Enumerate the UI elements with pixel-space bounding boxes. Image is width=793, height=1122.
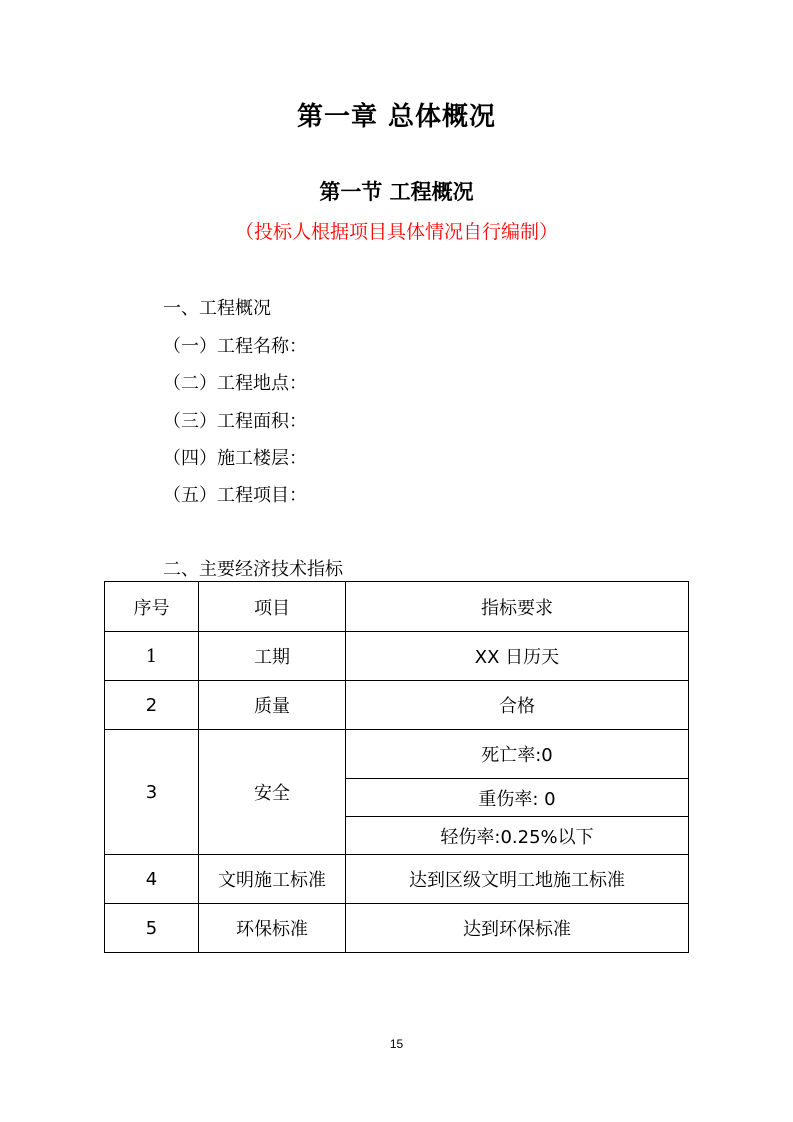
row-requirement: 重伤率: 0 [346,779,689,817]
overview-item-location: （二）工程地点： [163,373,307,394]
overview-item-area: （三）工程面积： [163,411,307,432]
row-item: 文明施工标准 [199,855,346,904]
overview-item-floors: （四）施工楼层： [163,448,307,469]
chapter-title: 第一章 总体概况 [296,102,497,132]
row-no: 4 [105,855,199,904]
row-item: 环保标准 [199,904,346,953]
table-row [105,904,689,953]
row-requirement: XX 日历天 [346,632,689,681]
row-requirement: 死亡率:0 [346,730,689,779]
header-requirement: 指标要求 [346,582,689,632]
overview-item-project: （五）工程项目： [163,485,307,506]
table-row [105,681,689,730]
section-title: 第一节 工程概况 [319,180,474,204]
editing-note: （投标人根据项目具体情况自行编制） [234,221,558,243]
row-no: 2 [105,681,199,730]
row-no: 5 [105,904,199,953]
row-requirement: 达到区级文明工地施工标准 [346,855,689,904]
row-item: 安全 [199,730,346,855]
header-item: 项目 [199,582,346,632]
row-requirement: 轻伤率:0.25%以下 [346,817,689,855]
row-item: 质量 [199,681,346,730]
row-requirement: 合格 [346,681,689,730]
overview-heading: 一、工程概况 [163,298,271,319]
header-no: 序号 [105,582,199,632]
row-no: 3 [105,730,199,855]
row-no: 1 [105,632,199,681]
indicators-heading: 二、主要经济技术指标 [163,559,343,580]
row-requirement: 达到环保标准 [346,904,689,953]
indicators-table [104,581,689,953]
page-number: 15 [389,1037,404,1051]
overview-item-name: （一）工程名称： [163,336,307,357]
table-header-row [105,582,689,632]
table-row [105,855,689,904]
table-row [105,632,689,681]
table-row [105,730,689,779]
row-item: 工期 [199,632,346,681]
